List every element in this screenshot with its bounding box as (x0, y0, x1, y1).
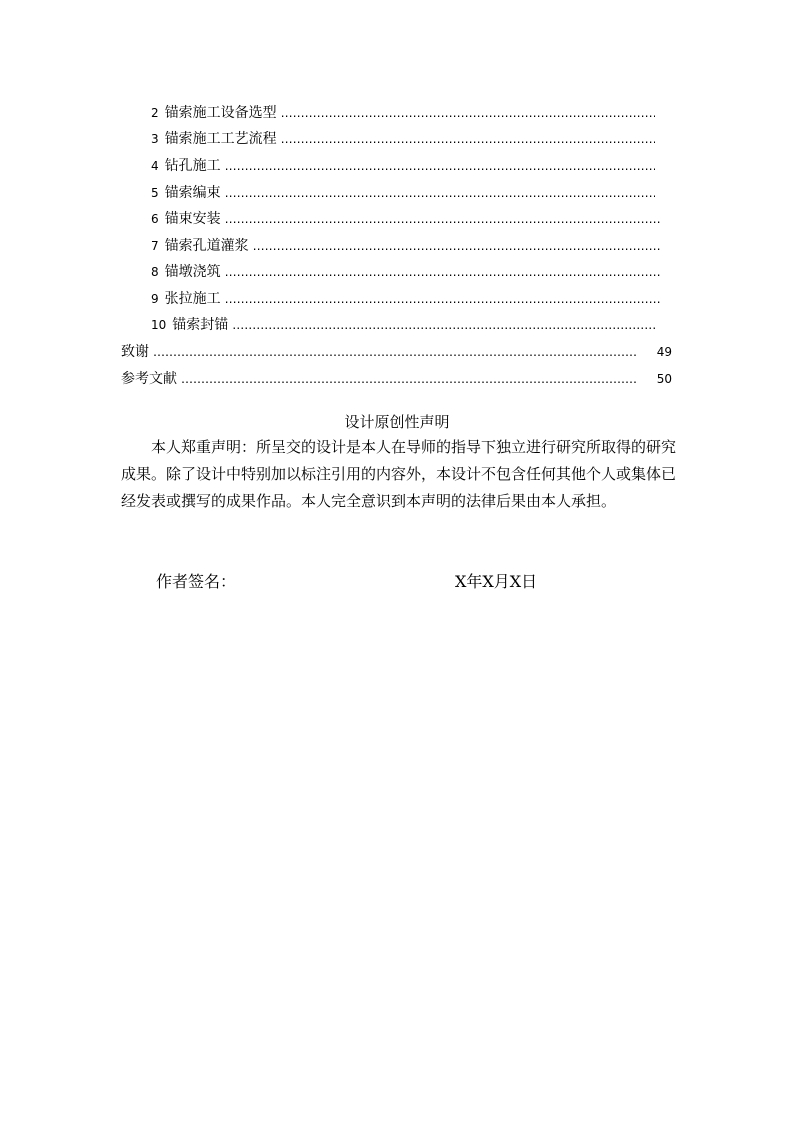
toc-entry-number: 3 (151, 132, 159, 146)
toc-entry-label: 锚束安装 (164, 211, 221, 227)
toc-entry-number: 10 (151, 318, 167, 332)
toc-dot-leader (225, 157, 655, 175)
toc-entry-label: 锚索孔道灌浆 (164, 238, 249, 254)
toc-page-number: 49 (656, 345, 672, 359)
toc-entry-label: 锚索施工设备选型 (164, 105, 277, 121)
toc-dot-leader (281, 104, 655, 122)
signature-date: X年X月X日 (455, 572, 538, 591)
signature-label: 作者签名： (156, 572, 237, 591)
toc-dot-leader (225, 290, 662, 308)
toc-entry[interactable] (151, 259, 662, 281)
toc-entry[interactable] (151, 153, 655, 175)
toc-entry-label: 锚索编束 (164, 185, 221, 201)
toc-entry[interactable] (121, 339, 672, 361)
toc-entry-label: 锚索施工工艺流程 (164, 131, 277, 147)
declaration-body: 本人郑重声明：所呈交的设计是本人在导师的指导下独立进行研究所取得的研究成果。除了设计中特别加以标注引用的内容外，本设计不包含任何其他个人或集体已经发表或撰写的成果作品。本人完全意识到本声明的法律后果由本人承担。 (121, 438, 677, 510)
toc-entry[interactable] (151, 312, 655, 334)
toc-page-number: 50 (656, 372, 672, 386)
toc-entry[interactable] (151, 286, 662, 308)
toc-entry[interactable] (151, 206, 662, 228)
toc-dot-leader (281, 130, 655, 148)
toc-dot-leader (225, 210, 662, 228)
toc-entry-number: 6 (151, 212, 159, 226)
toc-entry-number: 8 (151, 265, 159, 279)
toc-entry-label: 锚墩浇筑 (164, 264, 221, 280)
toc-entry[interactable] (151, 126, 655, 148)
toc-entry-number: 7 (151, 239, 159, 253)
toc-entry-label: 张拉施工 (164, 291, 221, 307)
toc-dot-leader (253, 237, 662, 255)
toc-entry-number: 5 (151, 186, 159, 200)
toc-entry-label: 致谢 (121, 344, 149, 360)
toc-entry[interactable] (151, 100, 655, 122)
toc-entry-label: 参考文献 (121, 371, 177, 387)
toc-entry-label: 钻孔施工 (164, 158, 221, 174)
toc-entry-number: 2 (151, 106, 159, 120)
toc-dot-leader (181, 370, 638, 388)
toc-dot-leader (232, 316, 655, 334)
toc-entry[interactable] (151, 180, 655, 202)
toc-dot-leader (225, 263, 662, 281)
toc-entry[interactable] (121, 366, 672, 388)
toc-entry-number: 9 (151, 292, 159, 306)
declaration-title: 设计原创性声明 (344, 413, 450, 431)
toc-entry-label: 锚索封锚 (172, 317, 229, 333)
toc-entry-number: 4 (151, 159, 159, 173)
toc-dot-leader (225, 184, 655, 202)
toc-dot-leader (153, 343, 638, 361)
toc-entry[interactable] (151, 233, 662, 255)
